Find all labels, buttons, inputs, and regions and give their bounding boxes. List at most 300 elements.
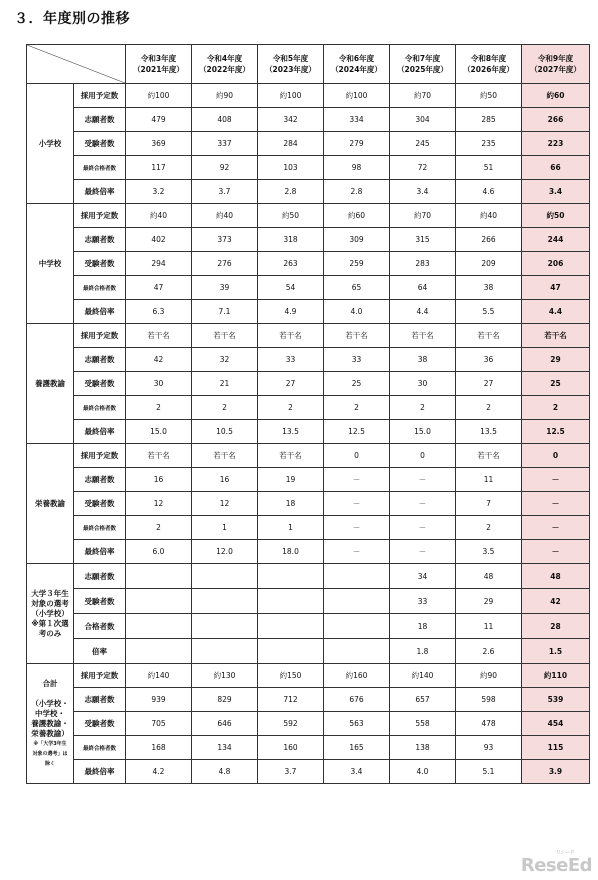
- metric-label: 受験者数: [74, 712, 126, 736]
- column-year-era: 令和9年度: [537, 54, 574, 63]
- table-row: [27, 276, 590, 300]
- value-cell: 10.5: [192, 420, 258, 444]
- value-cell: 15.0: [126, 420, 192, 444]
- value-cell: 160: [258, 736, 324, 760]
- value-cell: 454: [522, 712, 590, 736]
- value-cell: 30: [390, 372, 456, 396]
- column-year-western: （2025年度）: [397, 65, 448, 74]
- group-label-line: 大学３年生: [31, 588, 69, 598]
- value-cell: 3.7: [192, 180, 258, 204]
- column-year-era: 令和4年度: [206, 54, 243, 63]
- value-cell: 12: [126, 492, 192, 516]
- value-cell: [126, 639, 192, 664]
- table-row: [27, 156, 590, 180]
- metric-label: 採用予定数: [74, 204, 126, 228]
- value-cell: 209: [456, 252, 522, 276]
- value-cell: 309: [324, 228, 390, 252]
- group-label-line: （小学校・: [31, 698, 69, 708]
- group-label-line: ※第１次選: [31, 618, 69, 628]
- yearly-trend-table: [26, 44, 590, 784]
- value-cell: 29: [456, 589, 522, 614]
- value-cell: 48: [522, 564, 590, 589]
- value-cell: 42: [522, 589, 590, 614]
- metric-label: 最終合格者数: [74, 156, 126, 180]
- group-label-line: 中学校: [38, 258, 62, 268]
- column-year-western: （2023年度）: [265, 65, 316, 74]
- table-row: [27, 516, 590, 540]
- group-label-line: 小学校: [38, 138, 62, 148]
- value-cell: 33: [390, 589, 456, 614]
- column-year-era: 令和8年度: [470, 54, 507, 63]
- value-cell: 373: [192, 228, 258, 252]
- table-row: [27, 712, 590, 736]
- value-cell: [192, 614, 258, 639]
- value-cell: 1.8: [390, 639, 456, 664]
- metric-label: 受験者数: [74, 252, 126, 276]
- group-label: [27, 564, 74, 664]
- table-row: [27, 132, 590, 156]
- value-cell: 約100: [324, 84, 390, 108]
- page-title: ３．年度別の推移: [14, 11, 130, 27]
- metric-label: 志願者数: [74, 688, 126, 712]
- value-cell: 4.2: [126, 760, 192, 784]
- watermark-sub: リシード: [555, 850, 574, 856]
- table-row: [27, 688, 590, 712]
- value-cell: 27: [258, 372, 324, 396]
- value-cell: 約130: [192, 664, 258, 688]
- group-label-line: 栄養教諭: [35, 498, 65, 508]
- table-row: [27, 589, 590, 614]
- value-cell: 2: [324, 396, 390, 420]
- table-row: [27, 228, 590, 252]
- value-cell: 3.4: [390, 180, 456, 204]
- value-cell: 5.5: [456, 300, 522, 324]
- value-cell: 315: [390, 228, 456, 252]
- group-label-line: 考のみ: [38, 628, 62, 638]
- value-cell: 98: [324, 156, 390, 180]
- value-cell: 13.5: [456, 420, 522, 444]
- value-cell: 829: [192, 688, 258, 712]
- group-label-line: 養護教諭・: [31, 718, 69, 728]
- value-cell: －: [522, 516, 590, 540]
- value-cell: 4.4: [522, 300, 590, 324]
- value-cell: [324, 639, 390, 664]
- column-header: [258, 45, 324, 84]
- value-cell: －: [324, 492, 390, 516]
- value-cell: 5.1: [456, 760, 522, 784]
- value-cell: 3.2: [126, 180, 192, 204]
- value-cell: 約140: [390, 664, 456, 688]
- column-header: [126, 45, 192, 84]
- metric-label: 志願者数: [74, 468, 126, 492]
- value-cell: 若干名: [522, 324, 590, 348]
- value-cell: 3.7: [258, 760, 324, 784]
- value-cell: 12.5: [522, 420, 590, 444]
- value-cell: 334: [324, 108, 390, 132]
- value-cell: 134: [192, 736, 258, 760]
- table-row: [27, 736, 590, 760]
- value-cell: 646: [192, 712, 258, 736]
- metric-label: 最終倍率: [74, 300, 126, 324]
- value-cell: 64: [390, 276, 456, 300]
- value-cell: [324, 614, 390, 639]
- column-header: [390, 45, 456, 84]
- table-row: [27, 204, 590, 228]
- group-label-line: （小学校）: [31, 608, 69, 618]
- value-cell: 38: [456, 276, 522, 300]
- value-cell: 2: [390, 396, 456, 420]
- value-cell: 235: [456, 132, 522, 156]
- value-cell: 18: [390, 614, 456, 639]
- value-cell: 244: [522, 228, 590, 252]
- value-cell: 558: [390, 712, 456, 736]
- value-cell: 25: [324, 372, 390, 396]
- value-cell: 4.9: [258, 300, 324, 324]
- value-cell: 2.8: [258, 180, 324, 204]
- value-cell: 42: [126, 348, 192, 372]
- group-label-line: 養護教諭: [35, 378, 65, 388]
- value-cell: 337: [192, 132, 258, 156]
- value-cell: 13.5: [258, 420, 324, 444]
- value-cell: 38: [390, 348, 456, 372]
- group-label: [27, 444, 74, 564]
- value-cell: 939: [126, 688, 192, 712]
- value-cell: 12: [192, 492, 258, 516]
- metric-label: 志願者数: [74, 348, 126, 372]
- value-cell: 約100: [126, 84, 192, 108]
- table-row: [27, 614, 590, 639]
- group-label-line: 除く: [44, 760, 55, 767]
- value-cell: 若干名: [456, 444, 522, 468]
- table-row: [27, 108, 590, 132]
- group-label: [27, 664, 74, 784]
- column-year-era: 令和7年度: [404, 54, 441, 63]
- value-cell: 598: [456, 688, 522, 712]
- value-cell: [258, 614, 324, 639]
- column-year-western: （2027年度）: [530, 65, 581, 74]
- value-cell: －: [522, 492, 590, 516]
- value-cell: 約50: [522, 204, 590, 228]
- value-cell: 6.3: [126, 300, 192, 324]
- value-cell: [192, 564, 258, 589]
- value-cell: 47: [126, 276, 192, 300]
- value-cell: 若干名: [258, 324, 324, 348]
- value-cell: 29: [522, 348, 590, 372]
- value-cell: 4.6: [456, 180, 522, 204]
- value-cell: 2: [258, 396, 324, 420]
- value-cell: [258, 589, 324, 614]
- table-row: [27, 300, 590, 324]
- metric-label: 受験者数: [74, 492, 126, 516]
- value-cell: 563: [324, 712, 390, 736]
- value-cell: 304: [390, 108, 456, 132]
- value-cell: 若干名: [390, 324, 456, 348]
- table-row: [27, 420, 590, 444]
- value-cell: 168: [126, 736, 192, 760]
- value-cell: －: [390, 540, 456, 564]
- value-cell: 約50: [258, 204, 324, 228]
- value-cell: 712: [258, 688, 324, 712]
- metric-label: 最終合格者数: [74, 276, 126, 300]
- value-cell: 3.4: [324, 760, 390, 784]
- value-cell: 25: [522, 372, 590, 396]
- value-cell: [258, 564, 324, 589]
- value-cell: 47: [522, 276, 590, 300]
- corner-cell: [27, 45, 126, 84]
- value-cell: 2.6: [456, 639, 522, 664]
- value-cell: 245: [390, 132, 456, 156]
- value-cell: 7.1: [192, 300, 258, 324]
- value-cell: －: [522, 540, 590, 564]
- column-year-western: （2026年度）: [463, 65, 514, 74]
- value-cell: 0: [324, 444, 390, 468]
- group-label-line: 対象の選考: [31, 598, 69, 608]
- value-cell: 12.0: [192, 540, 258, 564]
- value-cell: 657: [390, 688, 456, 712]
- group-label: [27, 204, 74, 324]
- metric-label: 受験者数: [74, 132, 126, 156]
- value-cell: 117: [126, 156, 192, 180]
- metric-label: 採用予定数: [74, 324, 126, 348]
- metric-label: 最終倍率: [74, 760, 126, 784]
- column-year-western: （2021年度）: [133, 65, 184, 74]
- value-cell: 約50: [456, 84, 522, 108]
- value-cell: 259: [324, 252, 390, 276]
- table-row: [27, 639, 590, 664]
- value-cell: 約40: [192, 204, 258, 228]
- table-row: [27, 84, 590, 108]
- value-cell: 103: [258, 156, 324, 180]
- column-year-western: （2022年度）: [199, 65, 250, 74]
- value-cell: [126, 589, 192, 614]
- group-label: [27, 324, 74, 444]
- value-cell: [126, 564, 192, 589]
- table-row: [27, 444, 590, 468]
- value-cell: 592: [258, 712, 324, 736]
- value-cell: 369: [126, 132, 192, 156]
- value-cell: 0: [390, 444, 456, 468]
- value-cell: [324, 589, 390, 614]
- value-cell: 408: [192, 108, 258, 132]
- value-cell: 0: [522, 444, 590, 468]
- column-year-era: 令和3年度: [140, 54, 177, 63]
- table-row: [27, 252, 590, 276]
- value-cell: 66: [522, 156, 590, 180]
- metric-label: 志願者数: [74, 564, 126, 589]
- value-cell: 18.0: [258, 540, 324, 564]
- table-row: [27, 372, 590, 396]
- group-label-line: ※「大学3年生: [33, 740, 67, 747]
- value-cell: 3.4: [522, 180, 590, 204]
- value-cell: －: [390, 516, 456, 540]
- value-cell: [192, 639, 258, 664]
- value-cell: 1: [192, 516, 258, 540]
- value-cell: 676: [324, 688, 390, 712]
- value-cell: 約90: [456, 664, 522, 688]
- table-row: [27, 540, 590, 564]
- table-row: [27, 564, 590, 589]
- value-cell: 約140: [126, 664, 192, 688]
- value-cell: 402: [126, 228, 192, 252]
- table-row: [27, 324, 590, 348]
- value-cell: 若干名: [126, 444, 192, 468]
- value-cell: 若干名: [192, 444, 258, 468]
- group-label-line: 栄養教諭）: [31, 728, 69, 738]
- value-cell: 21: [192, 372, 258, 396]
- value-cell: 約70: [390, 84, 456, 108]
- value-cell: [258, 639, 324, 664]
- value-cell: 若干名: [258, 444, 324, 468]
- value-cell: 318: [258, 228, 324, 252]
- group-label-line: 対象の選考」は: [32, 750, 68, 757]
- column-header: [324, 45, 390, 84]
- value-cell: 約160: [324, 664, 390, 688]
- column-year-era: 令和5年度: [272, 54, 309, 63]
- value-cell: 342: [258, 108, 324, 132]
- value-cell: －: [522, 468, 590, 492]
- value-cell: 48: [456, 564, 522, 589]
- value-cell: [192, 589, 258, 614]
- value-cell: 12.5: [324, 420, 390, 444]
- value-cell: 276: [192, 252, 258, 276]
- value-cell: 294: [126, 252, 192, 276]
- value-cell: 33: [324, 348, 390, 372]
- value-cell: 283: [390, 252, 456, 276]
- value-cell: 138: [390, 736, 456, 760]
- value-cell: 4.0: [324, 300, 390, 324]
- value-cell: 28: [522, 614, 590, 639]
- metric-label: 倍率: [74, 639, 126, 664]
- table-row: [27, 468, 590, 492]
- value-cell: 32: [192, 348, 258, 372]
- table-row: [27, 396, 590, 420]
- metric-label: 採用予定数: [74, 444, 126, 468]
- metric-label: 最終倍率: [74, 420, 126, 444]
- watermark-text: ReseEd: [520, 855, 592, 876]
- value-cell: 19: [258, 468, 324, 492]
- value-cell: 2: [522, 396, 590, 420]
- value-cell: 約40: [126, 204, 192, 228]
- value-cell: 約60: [324, 204, 390, 228]
- value-cell: 479: [126, 108, 192, 132]
- metric-label: 最終倍率: [74, 540, 126, 564]
- value-cell: 約110: [522, 664, 590, 688]
- value-cell: 15.0: [390, 420, 456, 444]
- value-cell: 705: [126, 712, 192, 736]
- diagonal-line: [27, 45, 125, 83]
- value-cell: 若干名: [126, 324, 192, 348]
- value-cell: 6.0: [126, 540, 192, 564]
- value-cell: －: [390, 468, 456, 492]
- group-label-line: [27, 689, 73, 699]
- value-cell: 1.5: [522, 639, 590, 664]
- value-cell: －: [324, 540, 390, 564]
- value-cell: 93: [456, 736, 522, 760]
- metric-label: 最終合格者数: [74, 396, 126, 420]
- group-label: [27, 84, 74, 204]
- group-label-line: 合計: [42, 678, 58, 688]
- value-cell: 51: [456, 156, 522, 180]
- value-cell: 34: [390, 564, 456, 589]
- value-cell: 2: [192, 396, 258, 420]
- value-cell: 4.4: [390, 300, 456, 324]
- value-cell: 約150: [258, 664, 324, 688]
- value-cell: 約70: [390, 204, 456, 228]
- table-row: [27, 760, 590, 784]
- value-cell: －: [390, 492, 456, 516]
- value-cell: 266: [522, 108, 590, 132]
- value-cell: 92: [192, 156, 258, 180]
- value-cell: 2: [456, 396, 522, 420]
- value-cell: 2: [126, 516, 192, 540]
- value-cell: 36: [456, 348, 522, 372]
- value-cell: －: [324, 468, 390, 492]
- metric-label: 最終合格者数: [74, 736, 126, 760]
- table-row: [27, 492, 590, 516]
- metric-label: 採用予定数: [74, 84, 126, 108]
- value-cell: 3.5: [456, 540, 522, 564]
- metric-label: 最終倍率: [74, 180, 126, 204]
- value-cell: 4.0: [390, 760, 456, 784]
- value-cell: 279: [324, 132, 390, 156]
- value-cell: 約100: [258, 84, 324, 108]
- value-cell: 11: [456, 468, 522, 492]
- metric-label: 合格者数: [74, 614, 126, 639]
- value-cell: 263: [258, 252, 324, 276]
- value-cell: 115: [522, 736, 590, 760]
- value-cell: 16: [126, 468, 192, 492]
- value-cell: 54: [258, 276, 324, 300]
- value-cell: 39: [192, 276, 258, 300]
- column-year-era: 令和6年度: [338, 54, 375, 63]
- value-cell: 30: [126, 372, 192, 396]
- table-row: [27, 180, 590, 204]
- value-cell: 約40: [456, 204, 522, 228]
- table-row: [27, 664, 590, 688]
- value-cell: 若干名: [456, 324, 522, 348]
- metric-label: 志願者数: [74, 228, 126, 252]
- value-cell: 72: [390, 156, 456, 180]
- value-cell: 2: [126, 396, 192, 420]
- column-year-western: （2024年度）: [331, 65, 382, 74]
- value-cell: 65: [324, 276, 390, 300]
- header-row: [27, 45, 590, 84]
- value-cell: 約90: [192, 84, 258, 108]
- value-cell: 3.9: [522, 760, 590, 784]
- value-cell: －: [324, 516, 390, 540]
- value-cell: 2.8: [324, 180, 390, 204]
- value-cell: 1: [258, 516, 324, 540]
- value-cell: [324, 564, 390, 589]
- value-cell: 165: [324, 736, 390, 760]
- metric-label: 受験者数: [74, 372, 126, 396]
- value-cell: 約60: [522, 84, 590, 108]
- group-label-line: 中学校・: [35, 708, 65, 718]
- value-cell: [126, 614, 192, 639]
- value-cell: 4.8: [192, 760, 258, 784]
- value-cell: 266: [456, 228, 522, 252]
- value-cell: 18: [258, 492, 324, 516]
- value-cell: 27: [456, 372, 522, 396]
- metric-label: 志願者数: [74, 108, 126, 132]
- value-cell: 16: [192, 468, 258, 492]
- table-body: [27, 84, 590, 784]
- value-cell: 478: [456, 712, 522, 736]
- value-cell: 2: [456, 516, 522, 540]
- value-cell: 206: [522, 252, 590, 276]
- column-header: [522, 45, 590, 84]
- value-cell: 33: [258, 348, 324, 372]
